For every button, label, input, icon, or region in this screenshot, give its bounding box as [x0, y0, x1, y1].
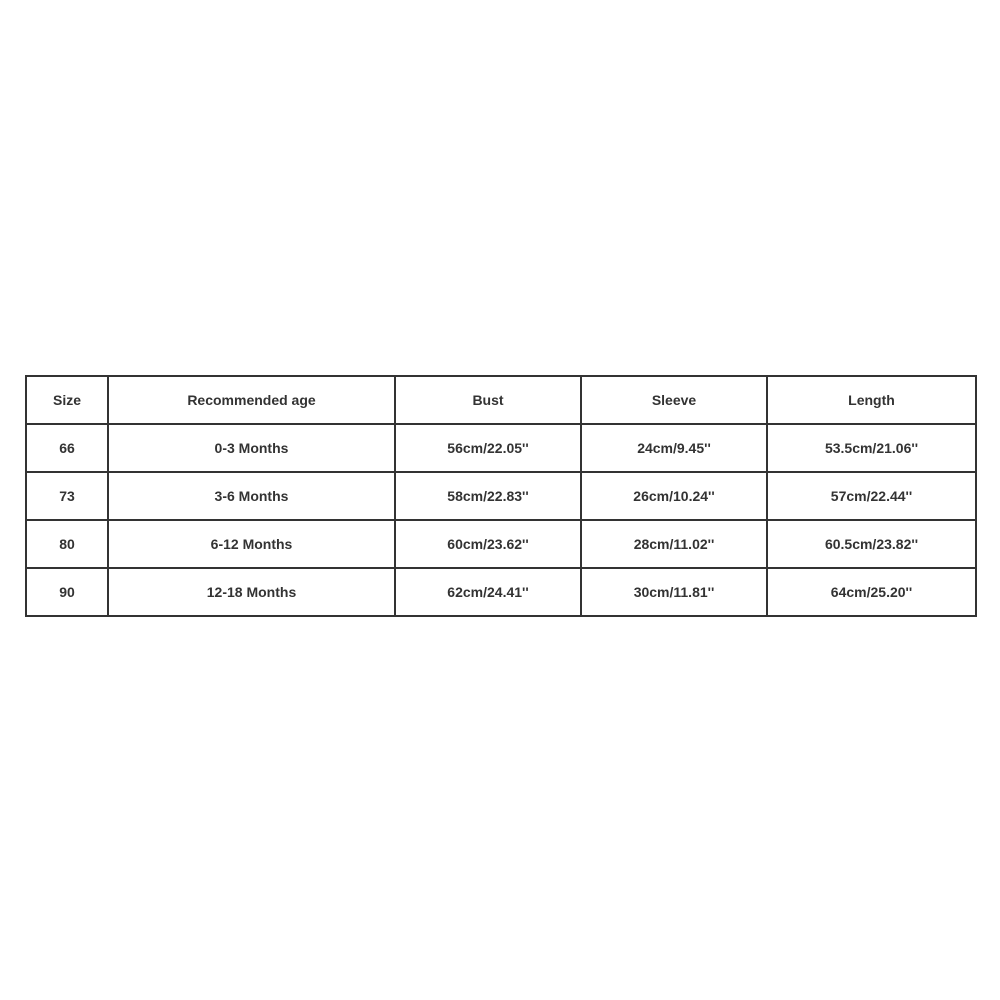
header-length: Length: [767, 376, 976, 424]
cell-recommended-age: 12-18 Months: [108, 568, 395, 616]
header-bust: Bust: [395, 376, 581, 424]
cell-size: 90: [26, 568, 108, 616]
cell-recommended-age: 3-6 Months: [108, 472, 395, 520]
size-chart-table: [25, 375, 977, 617]
header-size: Size: [26, 376, 108, 424]
cell-size: 66: [26, 424, 108, 472]
table-row: [26, 520, 976, 568]
header-recommended-age: Recommended age: [108, 376, 395, 424]
table-header-row: [26, 376, 976, 424]
table-row: [26, 424, 976, 472]
cell-sleeve: 26cm/10.24'': [581, 472, 767, 520]
cell-sleeve: 30cm/11.81'': [581, 568, 767, 616]
cell-bust: 62cm/24.41'': [395, 568, 581, 616]
cell-size: 73: [26, 472, 108, 520]
cell-bust: 58cm/22.83'': [395, 472, 581, 520]
cell-sleeve: 24cm/9.45'': [581, 424, 767, 472]
table-row: [26, 568, 976, 616]
cell-length: 57cm/22.44'': [767, 472, 976, 520]
cell-sleeve: 28cm/11.02'': [581, 520, 767, 568]
header-sleeve: Sleeve: [581, 376, 767, 424]
cell-length: 60.5cm/23.82'': [767, 520, 976, 568]
cell-size: 80: [26, 520, 108, 568]
cell-recommended-age: 0-3 Months: [108, 424, 395, 472]
cell-length: 64cm/25.20'': [767, 568, 976, 616]
cell-bust: 56cm/22.05'': [395, 424, 581, 472]
cell-bust: 60cm/23.62'': [395, 520, 581, 568]
cell-length: 53.5cm/21.06'': [767, 424, 976, 472]
cell-recommended-age: 6-12 Months: [108, 520, 395, 568]
table-row: [26, 472, 976, 520]
